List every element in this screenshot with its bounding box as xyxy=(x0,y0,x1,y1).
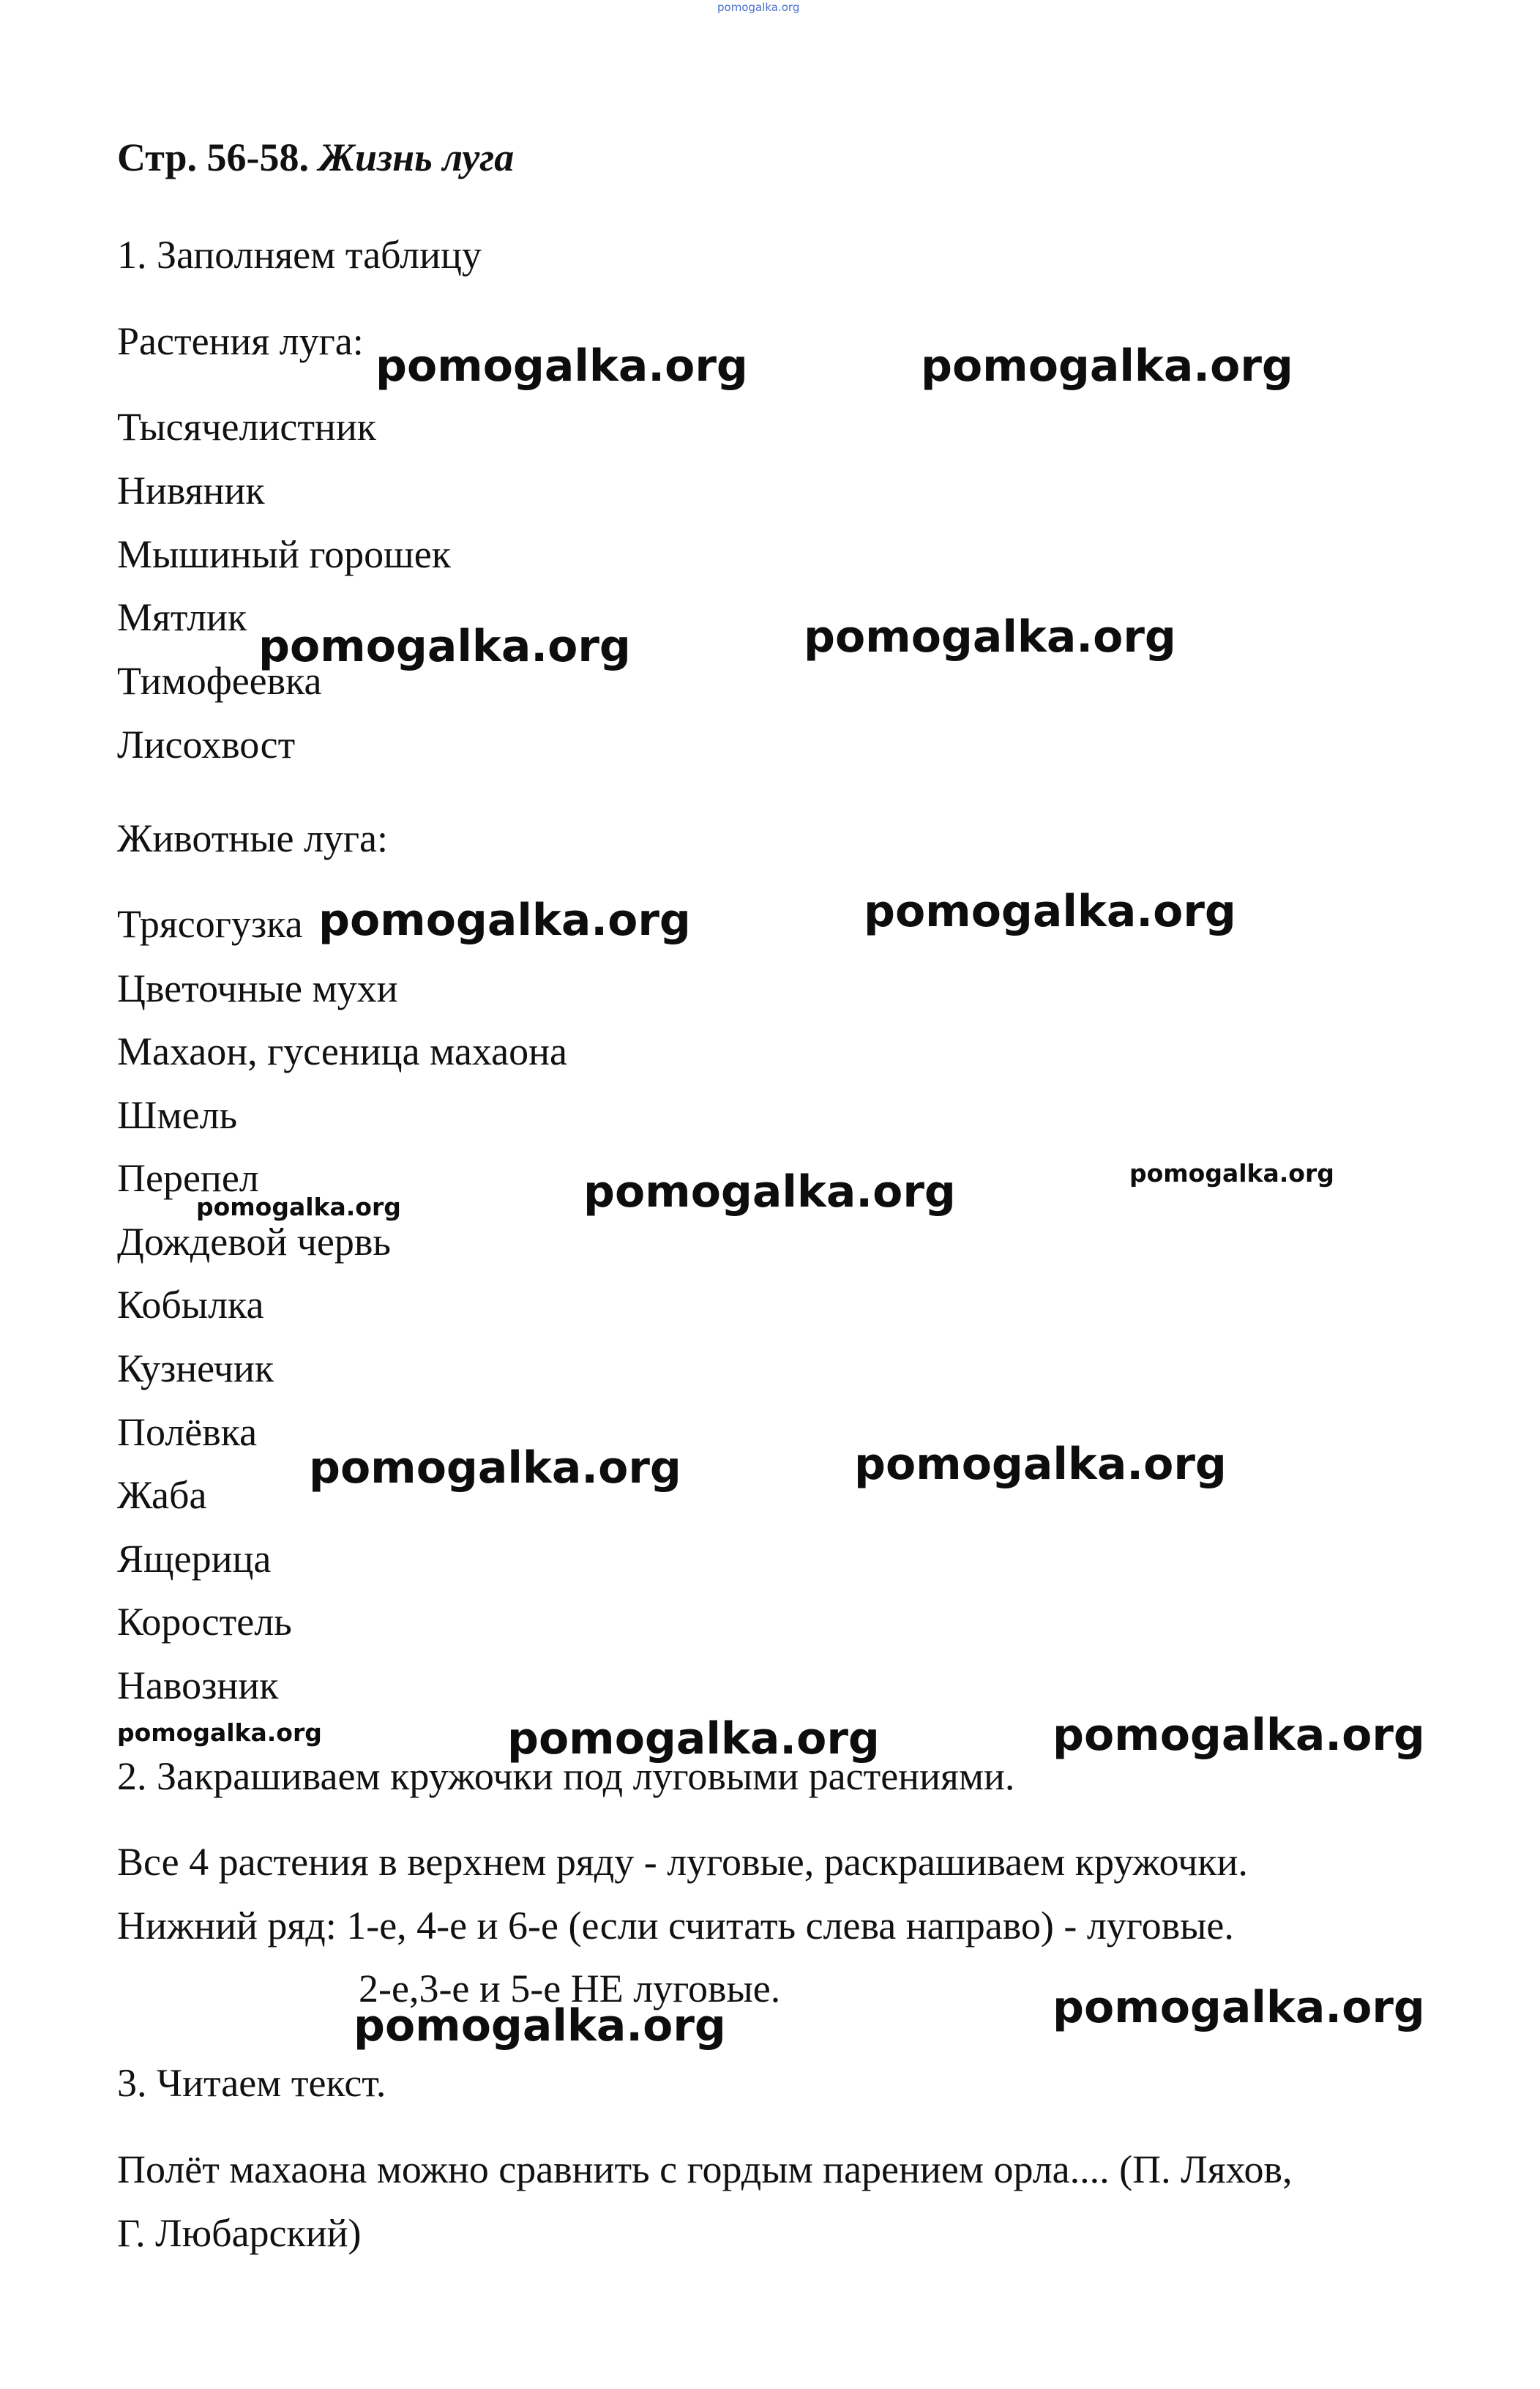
watermark: pomogalka.org xyxy=(583,1166,956,1218)
animal-item: Полёвка xyxy=(117,1410,258,1454)
watermark: pomogalka.org xyxy=(1053,1982,1425,2033)
animal-item: Ящерица xyxy=(117,1537,272,1581)
page-title xyxy=(117,135,514,179)
animals-label: Животные луга: xyxy=(117,816,389,860)
watermark: pomogalka.org xyxy=(864,886,1236,937)
watermark: pomogalka.org xyxy=(1053,1710,1425,1761)
plant-item: Лисохвост xyxy=(117,723,296,767)
task2-line3: 2-е,3-е и 5-е НЕ луговые. xyxy=(359,1967,781,2010)
watermark: pomogalka.org xyxy=(1129,1159,1334,1188)
task2-line2: Нижний ряд: 1-е, 4-е и 6-е (если считать слева направо) - луговые. xyxy=(117,1904,1234,1948)
watermark: pomogalka.org xyxy=(804,611,1176,663)
animal-item: Кузнечик xyxy=(117,1346,274,1390)
animal-item: Кобылка xyxy=(117,1283,264,1327)
watermark: pomogalka.org xyxy=(196,1193,401,1221)
animal-item: Перепел xyxy=(117,1156,259,1200)
watermark: pomogalka.org xyxy=(375,340,748,392)
watermark: pomogalka.org xyxy=(854,1439,1227,1490)
task2-line1: Все 4 растения в верхнем ряду - луговые, раскрашиваем кружочки. xyxy=(117,1840,1248,1884)
watermark: pomogalka.org xyxy=(354,2000,726,2051)
animal-item: Трясогузка xyxy=(117,902,303,946)
plant-item: Мятлик xyxy=(117,595,247,639)
plant-item: Мышиный горошек xyxy=(117,532,451,576)
watermark: pomogalka.org xyxy=(258,621,631,672)
watermark-header: pomogalka.org xyxy=(717,1,800,14)
animal-item: Коростель xyxy=(117,1600,292,1644)
watermark: pomogalka.org xyxy=(507,1713,880,1764)
task3-line2: Г. Любарский) xyxy=(117,2211,362,2255)
plant-item: Тимофеевка xyxy=(117,659,322,703)
task1-heading: 1. Заполняем таблицу xyxy=(117,233,482,277)
watermark: pomogalka.org xyxy=(921,340,1293,392)
animal-item: Махаон, гусеница махаона xyxy=(117,1029,567,1073)
task3-line1: Полёт махаона можно сравнить с гордым парением орла.... (П. Ляхов, xyxy=(117,2147,1293,2191)
plants-label: Растения луга: xyxy=(117,319,364,363)
watermark: pomogalka.org xyxy=(318,895,691,946)
watermark: pomogalka.org xyxy=(309,1442,681,1494)
animal-item: Шмель xyxy=(117,1093,238,1137)
watermark: pomogalka.org xyxy=(117,1718,322,1747)
title-topic: Жизнь луга xyxy=(318,135,515,179)
plant-item: Тысячелистник xyxy=(117,405,376,449)
animal-item: Цветочные мухи xyxy=(117,966,398,1010)
plant-item: Нивяник xyxy=(117,469,265,513)
animal-item: Дождевой червь xyxy=(117,1220,392,1264)
title-prefix: Стр. 56-58. xyxy=(117,135,309,179)
animal-item: Навозник xyxy=(117,1663,279,1707)
task3-heading: 3. Читаем текст. xyxy=(117,2061,386,2105)
task2-heading: 2. Закрашиваем кружочки под луговыми растениями. xyxy=(117,1754,1015,1798)
animal-item: Жаба xyxy=(117,1473,207,1517)
